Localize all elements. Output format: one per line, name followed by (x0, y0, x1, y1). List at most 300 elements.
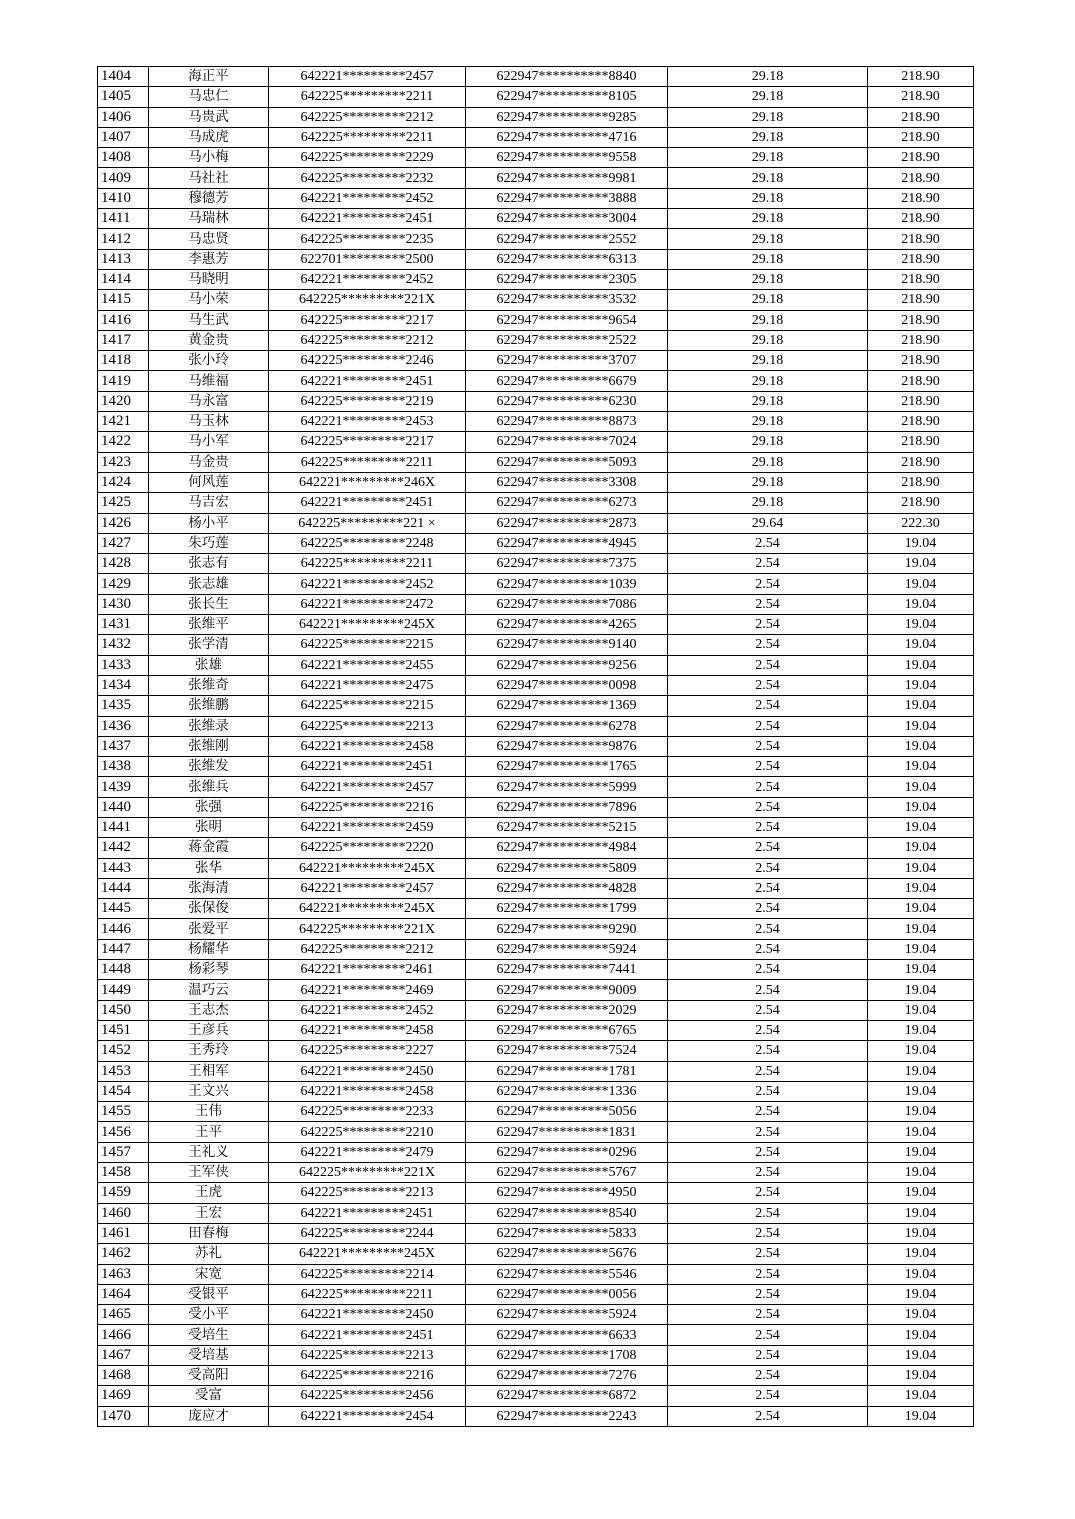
account-number-cell: 622947**********8540 (466, 1203, 668, 1223)
total-cell: 19.04 (868, 1345, 974, 1365)
total-cell: 19.04 (868, 1406, 974, 1426)
total-cell: 19.04 (868, 1203, 974, 1223)
name-cell: 穆德芳 (149, 188, 269, 208)
total-cell: 19.04 (868, 939, 974, 959)
name-cell: 宋宽 (149, 1264, 269, 1284)
total-cell: 19.04 (868, 1223, 974, 1243)
row-number-cell: 1449 (98, 980, 149, 1000)
account-number-cell: 622947**********1369 (466, 696, 668, 716)
name-cell: 张海清 (149, 878, 269, 898)
name-cell: 张志有 (149, 554, 269, 574)
amount-cell: 2.54 (668, 919, 868, 939)
amount-cell: 2.54 (668, 655, 868, 675)
row-number-cell: 1436 (98, 716, 149, 736)
name-cell: 马金贵 (149, 452, 269, 472)
id-number-cell: 642225*********2248 (269, 533, 466, 553)
account-number-cell: 622947**********4945 (466, 533, 668, 553)
id-number-cell: 642221*********2457 (269, 878, 466, 898)
name-cell: 王秀玲 (149, 1041, 269, 1061)
table-row (98, 67, 974, 87)
account-number-cell: 622947**********0296 (466, 1142, 668, 1162)
account-number-cell: 622947**********5924 (466, 1305, 668, 1325)
id-number-cell: 642221*********2453 (269, 412, 466, 432)
id-number-cell: 642221*********2472 (269, 594, 466, 614)
id-number-cell: 642225*********2235 (269, 229, 466, 249)
table-row (98, 533, 974, 553)
total-cell: 19.04 (868, 554, 974, 574)
id-number-cell: 642225*********2232 (269, 168, 466, 188)
id-number-cell: 642221*********2479 (269, 1142, 466, 1162)
name-cell: 马吉宏 (149, 493, 269, 513)
account-number-cell: 622947**********1781 (466, 1061, 668, 1081)
row-number-cell: 1404 (98, 67, 149, 87)
id-number-cell: 642221*********2451 (269, 1325, 466, 1345)
name-cell: 马忠贤 (149, 229, 269, 249)
id-number-cell: 642225*********2246 (269, 351, 466, 371)
total-cell: 218.90 (868, 229, 974, 249)
row-number-cell: 1470 (98, 1406, 149, 1426)
amount-cell: 2.54 (668, 1284, 868, 1304)
name-cell: 马生武 (149, 310, 269, 330)
total-cell: 19.04 (868, 757, 974, 777)
id-number-cell: 642221*********2458 (269, 1081, 466, 1101)
table-row (98, 391, 974, 411)
id-number-cell: 642225*********2210 (269, 1122, 466, 1142)
table-row (98, 1061, 974, 1081)
amount-cell: 2.54 (668, 1020, 868, 1040)
table-row (98, 1366, 974, 1386)
total-cell: 19.04 (868, 1305, 974, 1325)
table-row (98, 1284, 974, 1304)
id-number-cell: 642221*********2452 (269, 1000, 466, 1020)
total-cell: 222.30 (868, 513, 974, 533)
amount-cell: 29.18 (668, 229, 868, 249)
name-cell: 李惠芳 (149, 249, 269, 269)
row-number-cell: 1422 (98, 432, 149, 452)
total-cell: 218.90 (868, 351, 974, 371)
name-cell: 张长生 (149, 594, 269, 614)
table-row (98, 127, 974, 147)
table-row (98, 1163, 974, 1183)
table-row (98, 290, 974, 310)
row-number-cell: 1452 (98, 1041, 149, 1061)
name-cell: 马永富 (149, 391, 269, 411)
total-cell: 19.04 (868, 1183, 974, 1203)
table-row (98, 1081, 974, 1101)
name-cell: 马小军 (149, 432, 269, 452)
id-number-cell: 642225*********2211 (269, 127, 466, 147)
name-cell: 张维录 (149, 716, 269, 736)
total-cell: 19.04 (868, 1081, 974, 1101)
id-number-cell: 642221*********2461 (269, 960, 466, 980)
row-number-cell: 1453 (98, 1061, 149, 1081)
amount-cell: 2.54 (668, 777, 868, 797)
id-number-cell: 642221*********2450 (269, 1061, 466, 1081)
account-number-cell: 622947**********9285 (466, 107, 668, 127)
name-cell: 马小荣 (149, 290, 269, 310)
row-number-cell: 1445 (98, 899, 149, 919)
name-cell: 王平 (149, 1122, 269, 1142)
id-number-cell: 642221*********2458 (269, 736, 466, 756)
name-cell: 庞应才 (149, 1406, 269, 1426)
total-cell: 19.04 (868, 960, 974, 980)
account-number-cell: 622947**********7524 (466, 1041, 668, 1061)
account-number-cell: 622947**********3532 (466, 290, 668, 310)
account-number-cell: 622947**********9981 (466, 168, 668, 188)
row-number-cell: 1438 (98, 757, 149, 777)
row-number-cell: 1418 (98, 351, 149, 371)
amount-cell: 29.18 (668, 188, 868, 208)
name-cell: 张小玲 (149, 351, 269, 371)
name-cell: 王文兴 (149, 1081, 269, 1101)
amount-cell: 2.54 (668, 716, 868, 736)
amount-cell: 2.54 (668, 1244, 868, 1264)
amount-cell: 2.54 (668, 594, 868, 614)
table-row (98, 1142, 974, 1162)
total-cell: 19.04 (868, 1142, 974, 1162)
total-cell: 19.04 (868, 635, 974, 655)
account-number-cell: 622947**********9009 (466, 980, 668, 1000)
name-cell: 张强 (149, 797, 269, 817)
amount-cell: 2.54 (668, 878, 868, 898)
total-cell: 19.04 (868, 1264, 974, 1284)
account-number-cell: 622947**********6313 (466, 249, 668, 269)
account-number-cell: 622947**********9290 (466, 919, 668, 939)
id-number-cell: 642225*********2233 (269, 1102, 466, 1122)
name-cell: 马瑞林 (149, 209, 269, 229)
total-cell: 19.04 (868, 736, 974, 756)
id-number-cell: 642221*********2451 (269, 757, 466, 777)
row-number-cell: 1457 (98, 1142, 149, 1162)
row-number-cell: 1417 (98, 330, 149, 350)
account-number-cell: 622947**********1831 (466, 1122, 668, 1142)
data-table (97, 66, 974, 1427)
name-cell: 王虎 (149, 1183, 269, 1203)
table-row (98, 513, 974, 533)
id-number-cell: 642221*********2454 (269, 1406, 466, 1426)
id-number-cell: 642221*********2450 (269, 1305, 466, 1325)
total-cell: 19.04 (868, 1122, 974, 1142)
id-number-cell: 642221*********245X (269, 858, 466, 878)
account-number-cell: 622947**********7086 (466, 594, 668, 614)
account-number-cell: 622947**********5546 (466, 1264, 668, 1284)
amount-cell: 2.54 (668, 899, 868, 919)
row-number-cell: 1423 (98, 452, 149, 472)
row-number-cell: 1448 (98, 960, 149, 980)
total-cell: 19.04 (868, 615, 974, 635)
total-cell: 218.90 (868, 493, 974, 513)
row-number-cell: 1434 (98, 675, 149, 695)
id-number-cell: 642221*********2469 (269, 980, 466, 1000)
account-number-cell: 622947**********6765 (466, 1020, 668, 1040)
row-number-cell: 1426 (98, 513, 149, 533)
account-number-cell: 622947**********9876 (466, 736, 668, 756)
total-cell: 218.90 (868, 452, 974, 472)
table-row (98, 1244, 974, 1264)
total-cell: 19.04 (868, 817, 974, 837)
name-cell: 张保俊 (149, 899, 269, 919)
total-cell: 218.90 (868, 412, 974, 432)
name-cell: 王礼义 (149, 1142, 269, 1162)
total-cell: 19.04 (868, 533, 974, 553)
amount-cell: 29.18 (668, 391, 868, 411)
total-cell: 19.04 (868, 574, 974, 594)
row-number-cell: 1408 (98, 148, 149, 168)
account-number-cell: 622947**********9140 (466, 635, 668, 655)
id-number-cell: 642225*********221X (269, 290, 466, 310)
table-row (98, 757, 974, 777)
amount-cell: 2.54 (668, 858, 868, 878)
total-cell: 19.04 (868, 1163, 974, 1183)
total-cell: 218.90 (868, 391, 974, 411)
table-row (98, 838, 974, 858)
row-number-cell: 1461 (98, 1223, 149, 1243)
amount-cell: 2.54 (668, 736, 868, 756)
total-cell: 218.90 (868, 148, 974, 168)
table-row (98, 574, 974, 594)
row-number-cell: 1451 (98, 1020, 149, 1040)
account-number-cell: 622947**********6679 (466, 371, 668, 391)
amount-cell: 2.54 (668, 1406, 868, 1426)
table-row (98, 1223, 974, 1243)
account-number-cell: 622947**********7441 (466, 960, 668, 980)
row-number-cell: 1424 (98, 472, 149, 492)
account-number-cell: 622947**********5215 (466, 817, 668, 837)
amount-cell: 2.54 (668, 1264, 868, 1284)
account-number-cell: 622947**********1708 (466, 1345, 668, 1365)
amount-cell: 2.54 (668, 1000, 868, 1020)
amount-cell: 29.18 (668, 127, 868, 147)
name-cell: 受培生 (149, 1325, 269, 1345)
table-row (98, 960, 974, 980)
account-number-cell: 622947**********3308 (466, 472, 668, 492)
total-cell: 19.04 (868, 1325, 974, 1345)
account-number-cell: 622947**********2522 (466, 330, 668, 350)
table-row (98, 269, 974, 289)
account-number-cell: 622947**********9654 (466, 310, 668, 330)
id-number-cell: 642221*********2457 (269, 777, 466, 797)
row-number-cell: 1450 (98, 1000, 149, 1020)
row-number-cell: 1410 (98, 188, 149, 208)
amount-cell: 29.18 (668, 310, 868, 330)
account-number-cell: 622947**********5833 (466, 1223, 668, 1243)
amount-cell: 2.54 (668, 1305, 868, 1325)
row-number-cell: 1414 (98, 269, 149, 289)
id-number-cell: 642221*********2452 (269, 269, 466, 289)
id-number-cell: 642225*********2211 (269, 87, 466, 107)
row-number-cell: 1409 (98, 168, 149, 188)
name-cell: 受富 (149, 1386, 269, 1406)
name-cell: 王彦兵 (149, 1020, 269, 1040)
id-number-cell: 642225*********2211 (269, 1284, 466, 1304)
table-row (98, 472, 974, 492)
row-number-cell: 1425 (98, 493, 149, 513)
table-row (98, 229, 974, 249)
account-number-cell: 622947**********4265 (466, 615, 668, 635)
amount-cell: 2.54 (668, 696, 868, 716)
id-number-cell: 642225*********2217 (269, 432, 466, 452)
account-number-cell: 622947**********6278 (466, 716, 668, 736)
table-row (98, 249, 974, 269)
id-number-cell: 642221*********2451 (269, 209, 466, 229)
amount-cell: 29.18 (668, 148, 868, 168)
amount-cell: 2.54 (668, 1386, 868, 1406)
amount-cell: 2.54 (668, 1345, 868, 1365)
table-row (98, 148, 974, 168)
amount-cell: 2.54 (668, 939, 868, 959)
table-row (98, 107, 974, 127)
row-number-cell: 1458 (98, 1163, 149, 1183)
table-row (98, 615, 974, 635)
row-number-cell: 1430 (98, 594, 149, 614)
row-number-cell: 1428 (98, 554, 149, 574)
total-cell: 218.90 (868, 209, 974, 229)
amount-cell: 29.18 (668, 168, 868, 188)
name-cell: 马维福 (149, 371, 269, 391)
total-cell: 218.90 (868, 127, 974, 147)
row-number-cell: 1419 (98, 371, 149, 391)
total-cell: 218.90 (868, 432, 974, 452)
name-cell: 马玉林 (149, 412, 269, 432)
table-row (98, 1102, 974, 1122)
table-row (98, 1345, 974, 1365)
account-number-cell: 622947**********2305 (466, 269, 668, 289)
id-number-cell: 642221*********2458 (269, 1020, 466, 1040)
name-cell: 受小平 (149, 1305, 269, 1325)
name-cell: 张维奇 (149, 675, 269, 695)
name-cell: 张志雄 (149, 574, 269, 594)
name-cell: 王伟 (149, 1102, 269, 1122)
account-number-cell: 622947**********6633 (466, 1325, 668, 1345)
amount-cell: 2.54 (668, 1183, 868, 1203)
table-row (98, 1406, 974, 1426)
id-number-cell: 642221*********2451 (269, 371, 466, 391)
table-row (98, 1122, 974, 1142)
table-row (98, 1203, 974, 1223)
amount-cell: 2.54 (668, 1223, 868, 1243)
table-row (98, 797, 974, 817)
amount-cell: 2.54 (668, 554, 868, 574)
table-row (98, 452, 974, 472)
account-number-cell: 622947**********4984 (466, 838, 668, 858)
name-cell: 张爱平 (149, 919, 269, 939)
account-number-cell: 622947**********7896 (466, 797, 668, 817)
row-number-cell: 1435 (98, 696, 149, 716)
id-number-cell: 642225*********2216 (269, 797, 466, 817)
table-row (98, 655, 974, 675)
total-cell: 218.90 (868, 188, 974, 208)
total-cell: 19.04 (868, 858, 974, 878)
table-row (98, 980, 974, 1000)
total-cell: 19.04 (868, 878, 974, 898)
amount-cell: 2.54 (668, 635, 868, 655)
amount-cell: 2.54 (668, 980, 868, 1000)
total-cell: 218.90 (868, 371, 974, 391)
table-row (98, 1305, 974, 1325)
row-number-cell: 1465 (98, 1305, 149, 1325)
name-cell: 张雄 (149, 655, 269, 675)
amount-cell: 29.18 (668, 371, 868, 391)
table-row (98, 209, 974, 229)
amount-cell: 2.54 (668, 675, 868, 695)
account-number-cell: 622947**********5924 (466, 939, 668, 959)
row-number-cell: 1432 (98, 635, 149, 655)
row-number-cell: 1455 (98, 1102, 149, 1122)
id-number-cell: 642225*********2217 (269, 310, 466, 330)
row-number-cell: 1444 (98, 878, 149, 898)
total-cell: 19.04 (868, 1000, 974, 1020)
row-number-cell: 1454 (98, 1081, 149, 1101)
amount-cell: 2.54 (668, 1102, 868, 1122)
amount-cell: 2.54 (668, 1366, 868, 1386)
name-cell: 黄金贵 (149, 330, 269, 350)
row-number-cell: 1466 (98, 1325, 149, 1345)
total-cell: 218.90 (868, 249, 974, 269)
id-number-cell: 642221*********2459 (269, 817, 466, 837)
row-number-cell: 1412 (98, 229, 149, 249)
account-number-cell: 622947**********4828 (466, 878, 668, 898)
row-number-cell: 1441 (98, 817, 149, 837)
total-cell: 19.04 (868, 919, 974, 939)
name-cell: 王志杰 (149, 1000, 269, 1020)
account-number-cell: 622947**********7024 (466, 432, 668, 452)
amount-cell: 2.54 (668, 1163, 868, 1183)
table-row (98, 188, 974, 208)
table-body (98, 67, 974, 1427)
name-cell: 何风莲 (149, 472, 269, 492)
account-number-cell: 622947**********5999 (466, 777, 668, 797)
row-number-cell: 1406 (98, 107, 149, 127)
row-number-cell: 1439 (98, 777, 149, 797)
row-number-cell: 1463 (98, 1264, 149, 1284)
total-cell: 218.90 (868, 67, 974, 87)
id-number-cell: 642225*********2219 (269, 391, 466, 411)
account-number-cell: 622947**********6230 (466, 391, 668, 411)
name-cell: 受培基 (149, 1345, 269, 1365)
row-number-cell: 1440 (98, 797, 149, 817)
name-cell: 张维发 (149, 757, 269, 777)
id-number-cell: 642225*********2244 (269, 1223, 466, 1243)
account-number-cell: 622947**********5093 (466, 452, 668, 472)
row-number-cell: 1427 (98, 533, 149, 553)
name-cell: 蒋金霞 (149, 838, 269, 858)
name-cell: 受高阳 (149, 1366, 269, 1386)
amount-cell: 29.18 (668, 269, 868, 289)
table-row (98, 330, 974, 350)
table-row (98, 939, 974, 959)
name-cell: 朱巧莲 (149, 533, 269, 553)
table-row (98, 777, 974, 797)
table-row (98, 817, 974, 837)
table-row (98, 371, 974, 391)
id-number-cell: 642225*********2229 (269, 148, 466, 168)
id-number-cell: 642225*********2212 (269, 939, 466, 959)
account-number-cell: 622947**********2243 (466, 1406, 668, 1426)
amount-cell: 2.54 (668, 797, 868, 817)
account-number-cell: 622947**********1765 (466, 757, 668, 777)
id-number-cell: 642225*********2227 (269, 1041, 466, 1061)
amount-cell: 29.64 (668, 513, 868, 533)
id-number-cell: 642221*********2452 (269, 574, 466, 594)
name-cell: 海正平 (149, 67, 269, 87)
id-number-cell: 642225*********2215 (269, 696, 466, 716)
id-number-cell: 642221*********2451 (269, 493, 466, 513)
amount-cell: 29.18 (668, 249, 868, 269)
amount-cell: 2.54 (668, 838, 868, 858)
id-number-cell: 642225*********2211 (269, 554, 466, 574)
account-number-cell: 622947**********8840 (466, 67, 668, 87)
id-number-cell: 642221*********2475 (269, 675, 466, 695)
